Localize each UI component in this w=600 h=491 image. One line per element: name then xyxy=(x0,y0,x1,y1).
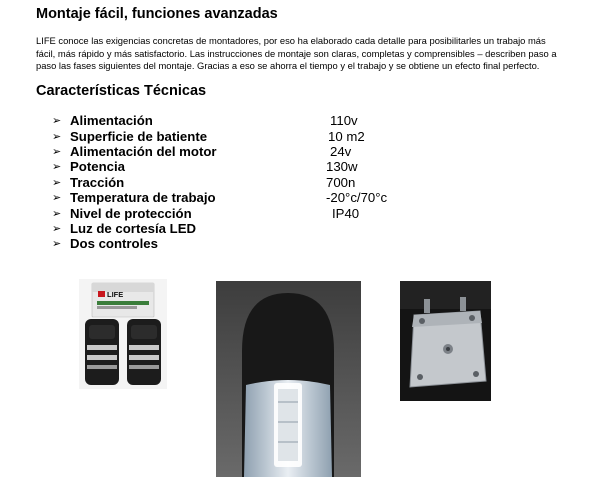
intro-paragraph: LIFE conoce las exigencias concretas de montadores, por eso ha elaborado cada detalle para posibilitarles un trabajo más fácil, más rápido y más satisfactorio. Las instrucciones de montaje son claras, completas y comprensibles – describen paso a paso las fases siguientes del montaje. Gracias a eso se ahorra el tiempo y el trabajo y se obtiene un efecto final perfecto. xyxy=(36,35,557,72)
spec-name: Alimentación del motor xyxy=(70,143,217,159)
spec-name: Superficie de batiente xyxy=(70,128,208,144)
spec-value: 130w xyxy=(326,159,358,175)
spec-name: Alimentación xyxy=(70,113,153,129)
section-title: Montaje fácil, funciones avanzadas xyxy=(36,6,278,22)
spec-item-controles xyxy=(52,236,412,251)
arrowhead-bullet-icon: ➢ xyxy=(52,130,62,143)
arrowhead-bullet-icon: ➢ xyxy=(52,192,62,205)
spec-item-proteccion xyxy=(52,205,412,220)
spec-value: 24v xyxy=(330,143,352,159)
specs-heading: Características Técnicas xyxy=(36,83,207,99)
arrowhead-bullet-icon: ➢ xyxy=(52,115,62,128)
mounting-bracket-photo xyxy=(400,281,491,401)
spec-name: Nivel de protección xyxy=(70,205,192,221)
arrowhead-bullet-icon: ➢ xyxy=(52,222,62,235)
remote-controls-photo xyxy=(79,279,167,389)
spec-name: Temperatura de trabajo xyxy=(70,190,216,206)
arrowhead-bullet-icon: ➢ xyxy=(52,207,62,220)
spec-value: 700n xyxy=(326,174,356,190)
spec-name: Tracción xyxy=(70,174,125,190)
motor-lamp-photo xyxy=(216,281,361,477)
arrowhead-bullet-icon: ➢ xyxy=(52,161,62,174)
spec-value: -20°c/70°c xyxy=(326,190,388,206)
spec-item-superficie xyxy=(52,128,412,143)
spec-value: IP40 xyxy=(332,205,360,221)
spec-item-temperatura xyxy=(52,190,412,205)
spec-value: 10 m2 xyxy=(328,128,365,144)
arrowhead-bullet-icon: ➢ xyxy=(52,238,62,251)
spec-name: Dos controles xyxy=(70,236,158,252)
spec-item-potencia xyxy=(52,159,412,174)
spec-value: 110v xyxy=(330,113,358,129)
spec-item-luz-led xyxy=(52,221,412,236)
spec-list xyxy=(52,113,412,252)
arrowhead-bullet-icon: ➢ xyxy=(52,176,62,189)
spec-item-alimentacion-motor xyxy=(52,144,412,159)
spec-name: Potencia xyxy=(70,159,125,175)
spec-item-alimentacion xyxy=(52,113,412,128)
spec-item-traccion xyxy=(52,175,412,190)
spec-name: Luz de cortesía LED xyxy=(70,220,197,236)
arrowhead-bullet-icon: ➢ xyxy=(52,145,62,158)
box-brand-label: LIFE xyxy=(107,290,124,299)
